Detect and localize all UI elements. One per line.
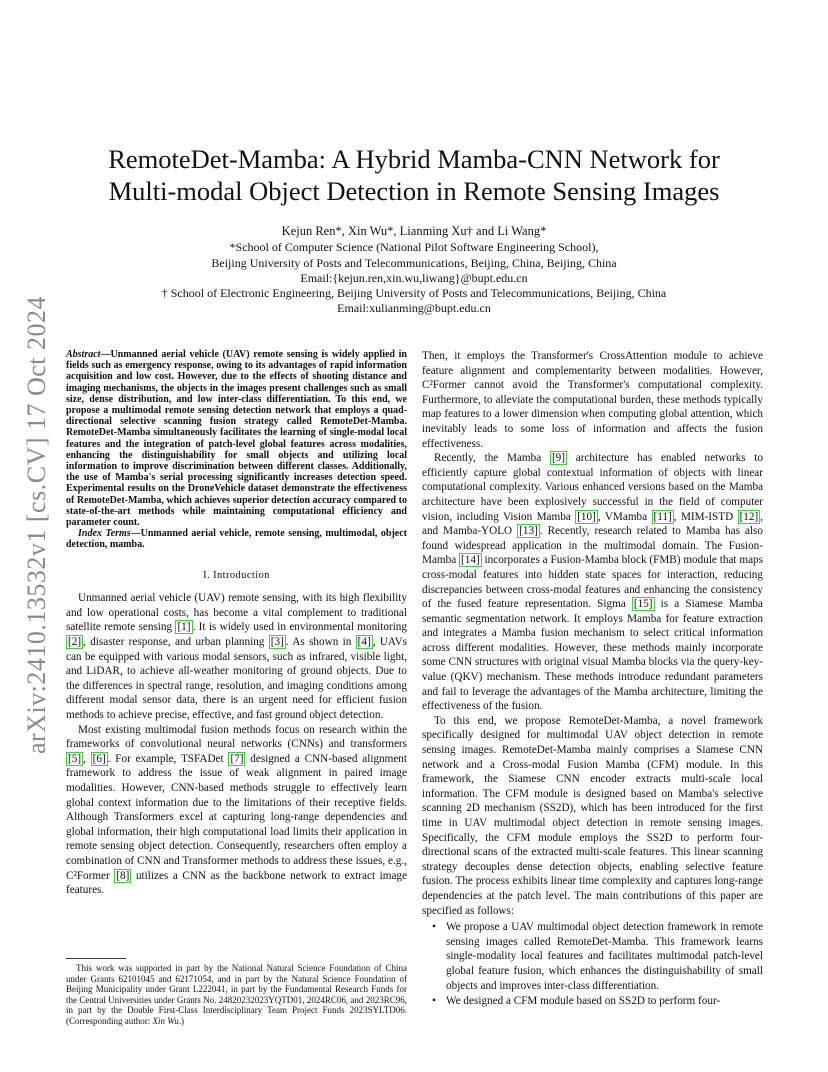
paragraph-text: , and Mamba-YOLO [422, 510, 763, 538]
citation-link[interactable]: [7] [230, 752, 244, 765]
paragraph-text: Then, it employs the Transformer's CrossAttention module to achieve feature alignment and complementarity between modalities. However, C²Former cannot avoid the Transformer's computational complexity. Furthermore, to alleviate the computational burden, these methods typically map features to a lower dimension when computing global attention, which inevitably leads to some loss of information and affects the fusion effectiveness. [422, 350, 763, 450]
footnote-corresponding-author: Xin Wu [152, 1015, 179, 1026]
citation-link[interactable]: [15] [633, 598, 653, 611]
paragraph-text: To this end, we propose RemoteDet-Mamba, a novel framework specifically designed for multimodal UAV object detection in remote sensing images. RemoteDet-Mamba mainly comprises a Siamese CNN network and a Cross-modal Fusion Mamba (CFM) module. In this framework, the Siamese CNN encoder extracts multi-scale local information. The CFM module is designed based on Mamba's selective scanning 2D mechanism (SS2D), which has been introduced for the first time in UAV multimodal object detection in remote sensing images. Specifically, the CFM module employs the SS2D to perform four-directional scans of the extracted multi-scale features. This linear scanning strategy decouples dense detection objects, enabling selective feature fusion. The process exhibits linear time complexity and captures long-range dependencies at the patch level. The main contributions of this paper are specified as follows: [422, 714, 763, 917]
title-line-1: RemoteDet-Mamba: A Hybrid Mamba-CNN Network for [108, 144, 720, 174]
citation-link[interactable]: [12] [739, 510, 759, 523]
paragraph-text: architecture has enabled networks to efficiently capture global contextual information of objects with linear computational complexity. Various enhanced versions based on the Mamba architecture have been explosively successful in the field of computer vision, including Vision Mamba [422, 452, 763, 523]
paragraph-text: . Recently, research related to Mamba has also found widespread application in the multimodal domain. The Fusion-Mamba [422, 525, 764, 567]
citation-link[interactable]: [5] [68, 752, 82, 765]
paragraph-text: Unmanned aerial vehicle (UAV) remote sensing, with its high flexibility and low operational costs, has become a vital complement to traditional satellite remote sensing [66, 592, 407, 634]
paragraph-text: , MIM-ISTD [673, 510, 738, 523]
paragraph-text: . As shown in [285, 636, 356, 649]
footnote-text: This work was supported in part by the National Natural Science Foundation of China under Grants 62101045 and 62171054, and in part by the Natural Science Foundation of Beijing Municipality under Grant L222041, in part by the Fundamental Research Funds for the Central Universities under Grants No. 24820232023YQTD01, 2024RC06, and 2023RC96, in part by the Double First-Class Interdisciplinary Team Project Funds 2023SYLTD06. (Corresponding author: [66, 963, 407, 1026]
intro-paragraph-3 [422, 349, 763, 451]
citation-link[interactable]: [8] [116, 869, 130, 882]
index-terms [66, 528, 407, 550]
abstract [66, 349, 407, 528]
author-list: Kejun Ren*, Xin Wu*, Lianming Xu† and Li Wang* [281, 224, 547, 238]
arxiv-id-text: arXiv:2410.13532v1 [cs.CV] 17 Oct 2024 [22, 295, 51, 755]
paragraph-text: , VMamba [597, 510, 652, 523]
citation-link[interactable]: [2] [68, 636, 82, 649]
right-column [422, 349, 763, 1010]
footnote-end: .) [178, 1015, 184, 1026]
paragraph-text: . For example, TSFADet [107, 752, 229, 765]
paragraph-text: , UAVs can be equipped with various modal sensors, such as infrared, visible light, and LiDAR, to achieve all-weather monitoring of ground objects. Due to the differences in spectral range, resolution, and imaging conditions among different modal sensor data, there is an urgent need for efficient fusion methods to achieve precise, effective, and fast ground object detection. [66, 636, 407, 721]
citation-link[interactable]: [10] [577, 510, 596, 523]
intro-paragraph-1 [66, 591, 407, 722]
paper-title [60, 143, 768, 207]
intro-paragraph-5 [422, 714, 763, 918]
citation-link[interactable]: [9] [551, 452, 565, 465]
affiliation-2: † School of Electronic Engineering, Beijing University of Posts and Telecommunications, Beijing, China [161, 286, 667, 301]
paragraph-text: , [83, 752, 91, 765]
intro-paragraph-4 [422, 451, 763, 714]
citation-link[interactable]: [11] [653, 510, 672, 523]
contribution-item: • We designed a CFM module based on SS2D to perform four- [446, 994, 763, 1009]
citation-link[interactable]: [13] [519, 525, 538, 538]
citation-link[interactable]: [6] [92, 752, 106, 765]
paragraph-text: utilizes a CNN as the backbone network to extract image features. [66, 869, 407, 897]
paragraph-text: Most existing multimodal fusion methods focus on research within the frameworks of convolutional neural networks (CNNs) and transformers [66, 723, 407, 751]
affiliation-1-line-1: *School of Computer Science (National Pilot Software Engineering School), [229, 240, 599, 255]
abstract-lead: Abstract [66, 349, 101, 360]
citation-link[interactable]: [3] [270, 636, 284, 649]
arxiv-identifier [22, 290, 52, 760]
paragraph-text: incorporates a Fusion-Mamba block (FMB) module that maps cross-modal features into hidden state spaces for interaction, reducing discrepancies between cross-modal features and enhancing the consistency of the fused feature representation. Sigma [422, 554, 763, 611]
left-column [66, 349, 407, 898]
title-line-2: Multi-modal Object Detection in Remote Sensing Images [108, 176, 720, 206]
intro-paragraph-2 [66, 723, 407, 898]
abstract-text: —Unmanned aerial vehicle (UAV) remote sensing is widely applied in fields such as emergency response, owing to its advantages of rapid information acquisition and low cost. However, due to the effects of shooting distance and imaging mechanisms, the objects in the images present challenges such as small size, dense distribution, and low inter-class differentiation. To this end, we propose a multimodal remote sensing detection network that employs a quad-directional selective scanning fusion strategy called RemoteDet-Mamba. RemoteDet-Mamba simultaneously facilitates the learning of single-modal local features and the integration of patch-level global features across modalities, enhancing the distinguishability for small objects and utilizing local information to improve discrimination between different classes. Additionally, the use of Mamba's serial processing significantly increases detection speed. Experimental results on the DroneVehicle dataset demonstrate the effectiveness of RemoteDet-Mamba, which achieves superior detection accuracy compared to state-of-the-art methods while maintaining computational efficiency and parameter count. [66, 349, 407, 529]
contributions-list [422, 920, 763, 1009]
footnote-rule [66, 958, 126, 959]
section-heading-introduction: I. Introduction [203, 569, 270, 581]
paragraph-text: designed a CNN-based alignment framework to address the issue of weak alignment in paired image modalities. However, CNN-based methods struggle to effectively learn global context information due to the limitations of their receptive fields. Although Transformers excel at capturing long-range dependencies and global information, their high computational load limits their application in remote sensing object detection. Consequently, researchers often employ a combination of CNN and Transformer methods to address these issues, e.g., C²Former [66, 752, 407, 882]
citation-link[interactable]: [1] [177, 621, 191, 634]
citation-link[interactable]: [4] [357, 636, 371, 649]
citation-link[interactable]: [14] [461, 554, 480, 567]
affiliation-1-email: Email:{kejun.ren,xin.wu,liwang}@bupt.edu.cn [300, 270, 528, 285]
affiliation-2-email: Email:xulianming@bupt.edu.cn [337, 301, 491, 316]
paragraph-text: is a Siamese Mamba semantic segmentation network. It employs Mamba for feature extraction and integrates a Mamba fusion mechanism to select critical information across different modalities. However, these methods mainly incorporate some CNN structures with original visual Mamba blocks via the query-key-value (QKV) mechanism. These methods introduce redundant parameters and fail to leverage the advantages of the Mamba architecture, limiting the effectiveness of the fusion. [422, 598, 763, 713]
index-terms-lead: Index Terms [78, 528, 131, 540]
author-block [60, 224, 768, 317]
paragraph-text: , disaster response, and urban planning [83, 636, 269, 649]
affiliation-1-line-2: Beijing University of Posts and Telecommunications, Beijing, China, Beijing, China [211, 255, 617, 270]
contribution-item: • We propose a UAV multimodal object detection framework in remote sensing images called RemoteDet-Mamba. This framework learns single-modality local features and facilitates multimodal patch-level global feature fusion, which enhances the distinguishability of small objects and improves inter-class differentiation. [446, 920, 763, 993]
paragraph-text: Recently, the Mamba [434, 452, 550, 465]
index-terms-text: —Unmanned aerial vehicle, remote sensing, multimodal, object detection, mamba. [66, 528, 407, 551]
funding-footnote [66, 963, 407, 1027]
paragraph-text: . It is widely used in environmental monitoring [192, 621, 407, 634]
